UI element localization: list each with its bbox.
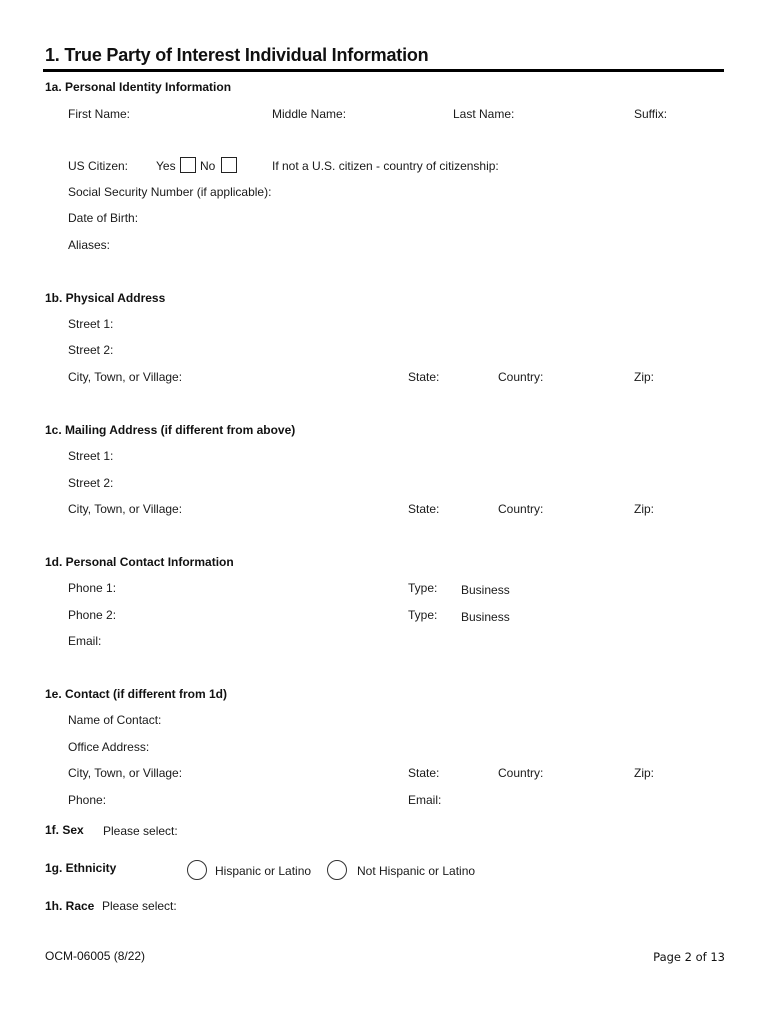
contact-name-label: Name of Contact: xyxy=(68,713,162,727)
physical-zip-field[interactable] xyxy=(660,368,720,384)
mailing-street2-label: Street 2: xyxy=(68,476,114,490)
sex-select[interactable]: Please select: xyxy=(103,824,178,838)
physical-city-field[interactable] xyxy=(195,368,395,384)
last-name-field[interactable] xyxy=(453,124,623,140)
email-field[interactable] xyxy=(108,632,608,648)
physical-street2-label: Street 2: xyxy=(68,343,114,357)
contact-state-field[interactable] xyxy=(445,764,490,780)
mailing-zip-label: Zip: xyxy=(634,502,655,516)
ssn-label: Social Security Number (if applicable): xyxy=(68,185,272,199)
title-rule xyxy=(43,69,724,72)
section-1d-heading: 1d. Personal Contact Information xyxy=(45,555,234,569)
contact-country-field[interactable] xyxy=(550,764,625,780)
contact-country-label: Country: xyxy=(498,766,544,780)
ethnicity-not-hispanic-label: Not Hispanic or Latino xyxy=(357,864,476,878)
contact-zip-field[interactable] xyxy=(660,764,720,780)
ssn-field[interactable] xyxy=(285,183,485,199)
race-select[interactable]: Please select: xyxy=(102,899,177,913)
us-citizen-yes-label: Yes xyxy=(156,159,176,173)
middle-name-field[interactable] xyxy=(272,124,442,140)
suffix-label: Suffix: xyxy=(634,107,668,121)
office-address-label: Office Address: xyxy=(68,740,150,754)
aliases-field[interactable] xyxy=(118,236,618,252)
section-1c-heading: 1c. Mailing Address (if different from above) xyxy=(45,423,296,437)
physical-street2-field[interactable] xyxy=(122,341,622,357)
form-id: OCM-06005 (8/22) xyxy=(45,949,146,963)
mailing-city-field[interactable] xyxy=(195,500,395,516)
email-label: Email: xyxy=(68,634,102,648)
dob-field[interactable] xyxy=(145,209,345,225)
contact-name-field[interactable] xyxy=(172,711,622,727)
first-name-label: First Name: xyxy=(68,107,131,121)
physical-country-label: Country: xyxy=(498,370,544,384)
contact-city-label: City, Town, or Village: xyxy=(68,766,183,780)
contact-zip-label: Zip: xyxy=(634,766,655,780)
dob-label: Date of Birth: xyxy=(68,211,139,225)
section-1a-heading: 1a. Personal Identity Information xyxy=(45,80,232,94)
physical-state-field[interactable] xyxy=(445,368,490,384)
first-name-field[interactable] xyxy=(68,124,258,140)
physical-street1-label: Street 1: xyxy=(68,317,114,331)
contact-phone-label: Phone: xyxy=(68,793,107,807)
phone2-field[interactable] xyxy=(125,606,325,622)
last-name-label: Last Name: xyxy=(453,107,515,121)
phone2-type-label: Type: xyxy=(408,608,438,622)
phone1-label: Phone 1: xyxy=(68,581,117,595)
suffix-field[interactable] xyxy=(634,124,714,140)
physical-zip-label: Zip: xyxy=(634,370,655,384)
mailing-street1-label: Street 1: xyxy=(68,449,114,463)
mailing-street1-field[interactable] xyxy=(122,447,622,463)
section-1e-heading: 1e. Contact (if different from 1d) xyxy=(45,687,228,701)
country-citizenship-label: If not a U.S. citizen - country of citizenship: xyxy=(272,159,499,173)
mailing-country-field[interactable] xyxy=(550,500,625,516)
ethnicity-hispanic-radio[interactable] xyxy=(187,860,207,880)
mailing-city-label: City, Town, or Village: xyxy=(68,502,183,516)
mailing-zip-field[interactable] xyxy=(660,500,720,516)
us-citizen-no-checkbox[interactable] xyxy=(221,157,237,173)
us-citizen-label: US Citizen: xyxy=(68,159,129,173)
section-1g-heading: 1g. Ethnicity xyxy=(45,861,117,875)
phone1-field[interactable] xyxy=(125,579,325,595)
mailing-state-label: State: xyxy=(408,502,440,516)
phone1-type-select[interactable]: Business xyxy=(461,583,510,597)
mailing-country-label: Country: xyxy=(498,502,544,516)
physical-city-label: City, Town, or Village: xyxy=(68,370,183,384)
mailing-state-field[interactable] xyxy=(445,500,490,516)
us-citizen-no-label: No xyxy=(200,159,216,173)
contact-state-label: State: xyxy=(408,766,440,780)
phone2-type-select[interactable]: Business xyxy=(461,610,510,624)
ethnicity-not-hispanic-radio[interactable] xyxy=(327,860,347,880)
physical-state-label: State: xyxy=(408,370,440,384)
phone1-type-label: Type: xyxy=(408,581,438,595)
mailing-street2-field[interactable] xyxy=(122,474,622,490)
ethnicity-hispanic-label: Hispanic or Latino xyxy=(215,864,312,878)
section-1b-heading: 1b. Physical Address xyxy=(45,291,166,305)
section-1h-heading: 1h. Race xyxy=(45,899,95,913)
office-address-field[interactable] xyxy=(160,738,620,754)
page-title: 1. True Party of Interest Individual Information xyxy=(45,45,429,65)
page-number: Page 2 of 13 xyxy=(653,950,725,964)
aliases-label: Aliases: xyxy=(68,238,111,252)
contact-phone-field[interactable] xyxy=(112,791,312,807)
us-citizen-yes-checkbox[interactable] xyxy=(180,157,196,173)
contact-email-field[interactable] xyxy=(448,791,718,807)
middle-name-label: Middle Name: xyxy=(272,107,347,121)
physical-street1-field[interactable] xyxy=(122,315,622,331)
section-1f-heading: 1f. Sex xyxy=(45,823,84,837)
country-citizenship-field[interactable] xyxy=(515,157,715,173)
contact-city-field[interactable] xyxy=(195,764,395,780)
physical-country-field[interactable] xyxy=(550,368,625,384)
contact-email-label: Email: xyxy=(408,793,442,807)
phone2-label: Phone 2: xyxy=(68,608,117,622)
